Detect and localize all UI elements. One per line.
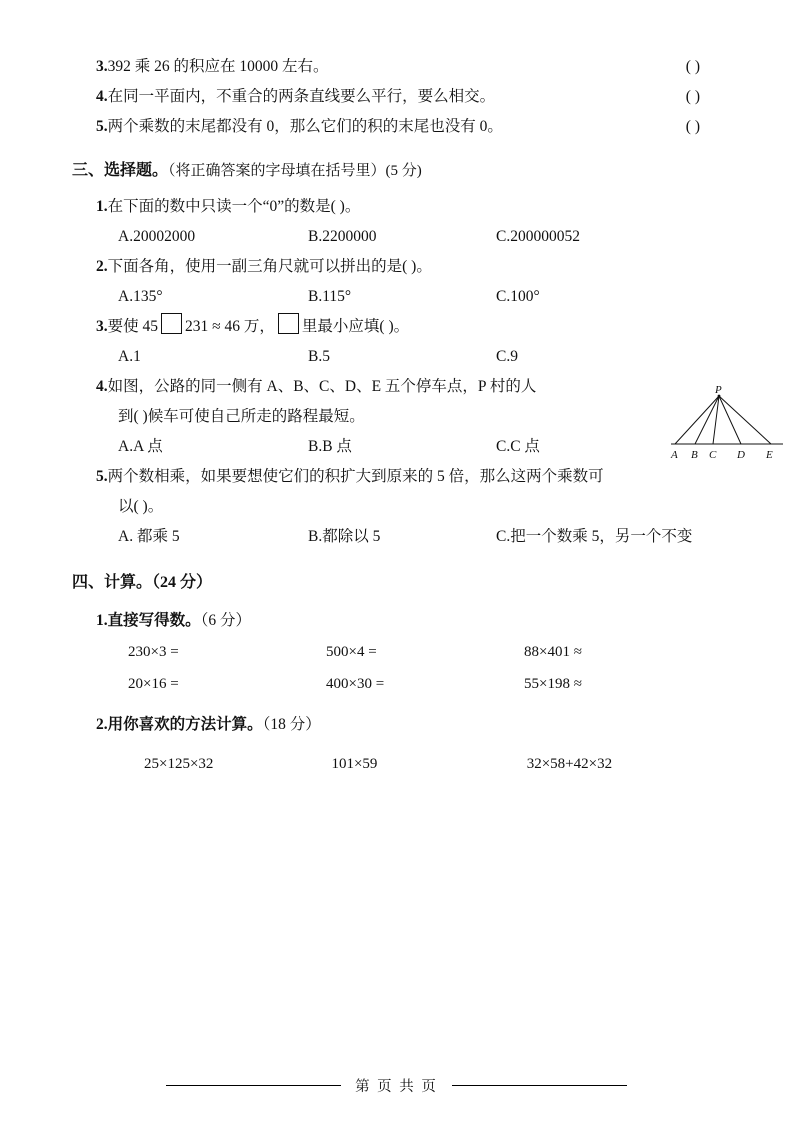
section-4-note: （24 分） [152,574,213,591]
question-number: 2. [96,258,108,275]
question-stem-part-c: 里最小应填( )。 [301,318,410,335]
option-a[interactable]: A. 都乘 5 [118,528,180,545]
option-b[interactable]: B.5 [308,348,330,365]
judge-item-bracket[interactable]: ( ) [685,88,700,105]
calc-cell[interactable]: 400×30 = [326,676,385,692]
judge-item-text: 两个乘数的末尾都没有 0，那么它们的积的末尾也没有 0。 [107,118,503,135]
question-stem-line2: 以( )。 [118,498,164,515]
judge-item-number: 4. [96,88,108,105]
question-stem-line2: 到( )候车可使自己所走的路程最短。 [118,408,365,425]
choice-question [72,312,722,342]
option-c[interactable]: C.9 [496,348,518,365]
sub-question-number: 2. [96,716,108,733]
judge-item-text: 392 乘 26 的积应在 10000 左右。 [107,58,329,75]
svg-text:A: A [671,449,678,461]
question-stem-line2-row [72,402,722,432]
option-row [72,222,722,252]
option-b[interactable]: B.都除以 5 [308,528,381,545]
question-stem: 在下面的数中只读一个“0”的数是( )。 [107,198,361,215]
option-c[interactable]: C.把一个数乘 5，另一个不变 [496,528,693,545]
section-heading-3 [72,154,722,188]
judge-item-text: 在同一平面内，不重合的两条直线要么平行，要么相交。 [107,88,496,105]
calc-row [72,748,722,780]
judge-item-number: 3. [96,58,108,75]
choice-question [72,462,722,492]
svg-text:P: P [715,384,722,396]
footer-rule-right [452,1085,627,1086]
footer-text: 第 页 共 页 [355,1079,438,1095]
sub-question-2 [72,710,722,740]
footer-wrap [0,1075,793,1096]
section-3-title: 三、选择题。 [72,162,169,179]
calc-row [72,636,722,668]
question-number: 3. [96,318,108,335]
option-b[interactable]: B.2200000 [308,228,377,245]
option-a[interactable]: A.20002000 [118,228,196,245]
calc-cell[interactable]: 88×401 ≈ [524,644,582,660]
section-4-title: 四、计算。 [72,574,153,591]
calc-cell[interactable]: 55×198 ≈ [524,676,582,692]
option-a[interactable]: A.135° [118,288,163,305]
calc-cell[interactable]: 20×16 = [128,676,179,692]
calc-cell[interactable]: 32×58+42×32 [526,756,613,772]
answer-box[interactable] [278,313,299,334]
question-stem: 下面各角，使用一副三角尺就可以拼出的是( )。 [107,258,432,275]
option-b[interactable]: B.115° [308,288,352,305]
calc-row [72,668,722,700]
svg-text:D: D [737,449,745,461]
sub-question-title: 用你喜欢的方法计算。 [107,716,263,733]
question-stem-line1: 两个数相乘，如果要想使它们的积扩大到原来的 5 倍，那么这两个乘数可 [107,468,604,485]
section-heading-4 [72,566,722,600]
question-number: 5. [96,468,108,485]
choice-question [72,372,656,402]
sub-question-title: 直接写得数。 [107,612,201,629]
option-c[interactable]: C.100° [496,288,540,305]
option-a[interactable]: A.1 [118,348,141,365]
sub-question-1 [72,606,722,636]
option-a[interactable]: A.A 点 [118,438,163,455]
sub-question-score: （6 分） [200,612,252,629]
page-footer [0,1075,793,1096]
sub-question-number: 1. [96,612,108,629]
calc-cell[interactable]: 230×3 = [128,644,179,660]
question-stem-part-a: 要使 45 [107,318,159,335]
answer-box[interactable] [161,313,182,334]
option-row [72,282,722,312]
option-c[interactable]: C.C 点 [496,438,540,455]
calc-cell[interactable]: 101×59 [331,756,378,772]
option-row [72,342,722,372]
svg-text:E: E [766,449,773,461]
judge-item [72,112,722,142]
question-number: 1. [96,198,108,215]
judge-item-number: 5. [96,118,108,135]
judge-item-bracket[interactable]: ( ) [685,118,700,135]
choice-question [72,192,722,222]
sub-question-score: （18 分） [262,716,321,733]
option-b[interactable]: B.B 点 [308,438,352,455]
question-stem-line1: 如图，公路的同一侧有 A、B、C、D、E 五个停车点，P 村的人 [107,378,537,395]
footer-rule-left [166,1085,341,1086]
option-c[interactable]: C.200000052 [496,228,580,245]
judge-item-bracket[interactable]: ( ) [685,58,700,75]
section-3-note: （将正确答案的字母填在括号里）(5 分) [168,163,422,179]
svg-text:B: B [691,449,698,461]
svg-text:C: C [709,449,717,461]
judge-item [72,52,722,82]
judge-item [72,82,722,112]
choice-question [72,252,722,282]
option-row [72,522,722,552]
question-number: 4. [96,378,108,395]
calc-cell[interactable]: 500×4 = [326,644,377,660]
question-stem-part-b: 231 ≈ 46 万， [185,318,275,335]
question-4-figure [667,382,787,464]
calc-cell[interactable]: 25×125×32 [144,756,214,772]
page-content [72,52,722,780]
option-row [72,432,722,462]
question-stem-line2-row [72,492,722,522]
